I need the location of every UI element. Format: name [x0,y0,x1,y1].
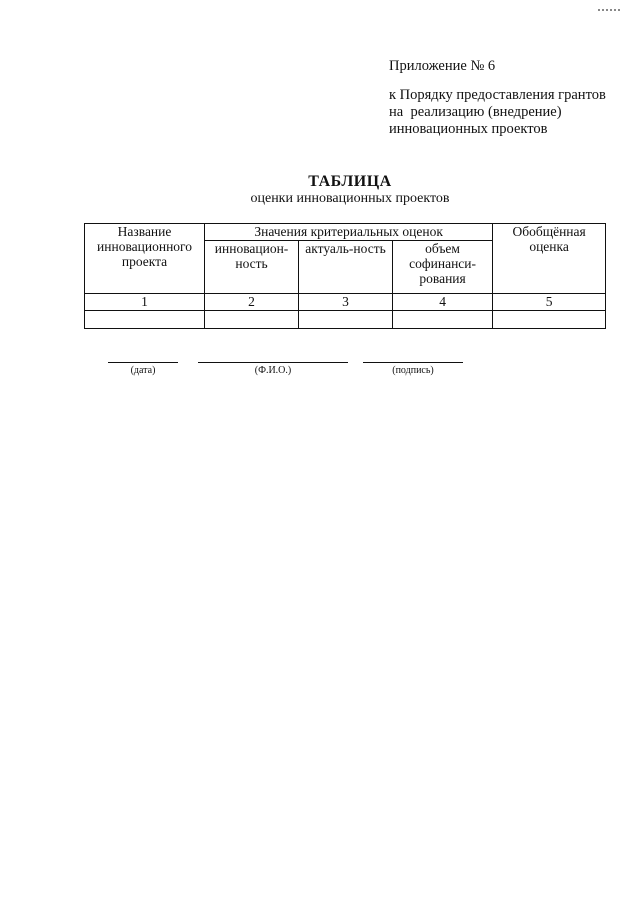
table-header-row-1 [85,224,606,241]
table-title: ТАБЛИЦА [308,173,392,190]
sign-label: (подпись) [392,365,434,376]
header-relevance: актуаль-ность [299,241,393,294]
signature-fio [198,362,348,377]
col-number-3: 3 [299,294,393,311]
col-number-2: 2 [205,294,299,311]
empty-cell[interactable] [85,311,205,329]
empty-cell[interactable] [392,311,492,329]
fio-label: (Ф.И.О.) [254,365,292,376]
col-number-5: 5 [493,294,606,311]
table-empty-row [85,311,606,329]
appendix-line-1: к Порядку предоставления грантов [389,87,606,103]
date-line [108,362,178,363]
fio-line [198,362,348,363]
table-number-row [85,294,606,311]
appendix-line-3: инновационных проектов [389,121,548,137]
table-subtitle: оценки инновационных проектов [250,191,450,206]
empty-cell[interactable] [493,311,606,329]
appendix-block [389,58,629,138]
col-number-1: 1 [85,294,205,311]
empty-cell[interactable] [205,311,299,329]
header-criteria-group: Значения критериальных оценок [205,224,493,241]
evaluation-table [84,223,606,329]
header-cofinancing: объем софинанси-рования [392,241,492,294]
header-innovation: инновацион-ность [205,241,299,294]
empty-cell[interactable] [299,311,393,329]
signature-date [108,362,178,377]
appendix-line-2: на реализацию (внедрение) [389,104,562,120]
header-project-name: Название инновационного проекта [85,224,205,294]
header-general-score: Обобщённая оценка [493,224,606,294]
scan-mark [598,9,620,11]
sign-line [363,362,463,363]
table-heading [200,172,500,207]
col-number-4: 4 [392,294,492,311]
date-label: (дата) [130,365,156,376]
appendix-title: Приложение № 6 [389,58,496,74]
signature-sign [363,362,463,377]
